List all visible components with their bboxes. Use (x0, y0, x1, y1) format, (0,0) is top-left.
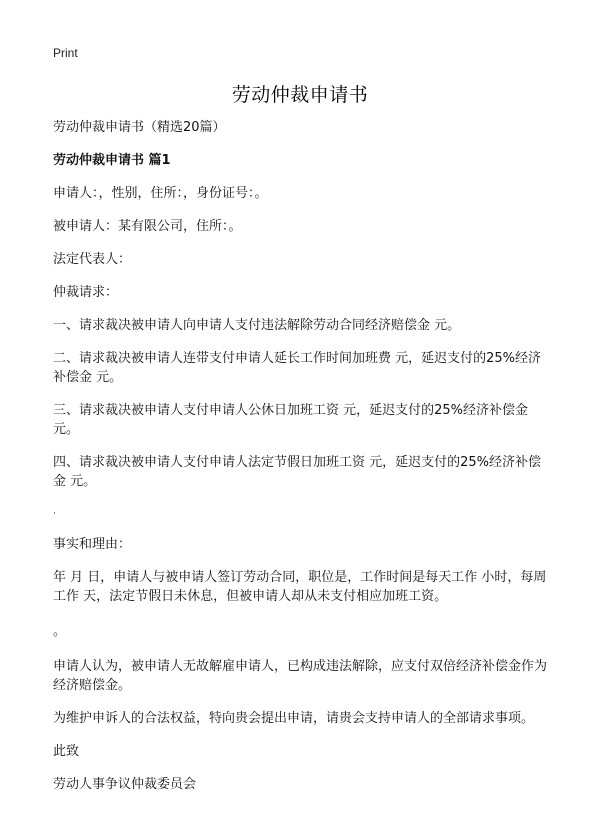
paragraph-applicant: 申请人：，性别，住所：，身份证号：。 (53, 186, 268, 201)
paragraph-salutation: 此致 (53, 744, 80, 759)
page-title: 劳动仲裁申请书 (231, 84, 369, 106)
paragraph-respondent: 被申请人：某有限公司，住所：。 (53, 219, 242, 234)
paragraph-opinion: 申请人认为，被申请人无故解雇申请人，已构成违法解除，应支付双倍经济补偿金作为经济赔偿金。 (53, 659, 548, 693)
paragraph-claim-2: 二、请求裁决被申请人连带支付申请人延长工作时间加班费 元，延迟支付的25%经济补偿金 元。 (53, 351, 542, 385)
paragraph-claim-1: 一、请求裁决被申请人向申请人支付违法解除劳动合同经济赔偿金 元。 (53, 318, 461, 333)
paragraph-claims-heading: 仲裁请求： (53, 285, 119, 300)
paragraph-claim-4: 四、请求裁决被申请人支付申请人法定节假日加班工资 元，延迟支付的25%经济补偿金 元。 (53, 455, 542, 489)
paragraph-request: 为维护申诉人的合法权益，特向贵会提出申请，请贵会支持申请人的全部请求事项。 (53, 711, 535, 726)
section-heading: 劳动仲裁申请书 篇1 (53, 153, 171, 168)
paragraph-legal-representative: 法定代表人： (53, 252, 132, 267)
paragraph-dot: · (53, 509, 56, 519)
paragraph-facts: 年 月 日，申请人与被申请人签订劳动合同，职位是，工作时间是每天工作 小时，每周工作 天，法定节假日未休息，但被申请人却从未支付相应加班工资。 (53, 570, 547, 604)
document-subtitle: 劳动仲裁申请书（精选20篇） (53, 120, 226, 135)
print-link[interactable]: Print (53, 46, 78, 60)
paragraph-facts-heading: 事实和理由： (53, 537, 132, 552)
paragraph-claim-3: 三、请求裁决被申请人支付申请人公休日加班工资 元，延迟支付的25%经济补偿金 元。 (53, 403, 529, 437)
paragraph-period: 。 (53, 624, 67, 639)
document-body (53, 118, 553, 794)
paragraph-committee: 劳动人事争议仲裁委员会 (53, 777, 197, 792)
